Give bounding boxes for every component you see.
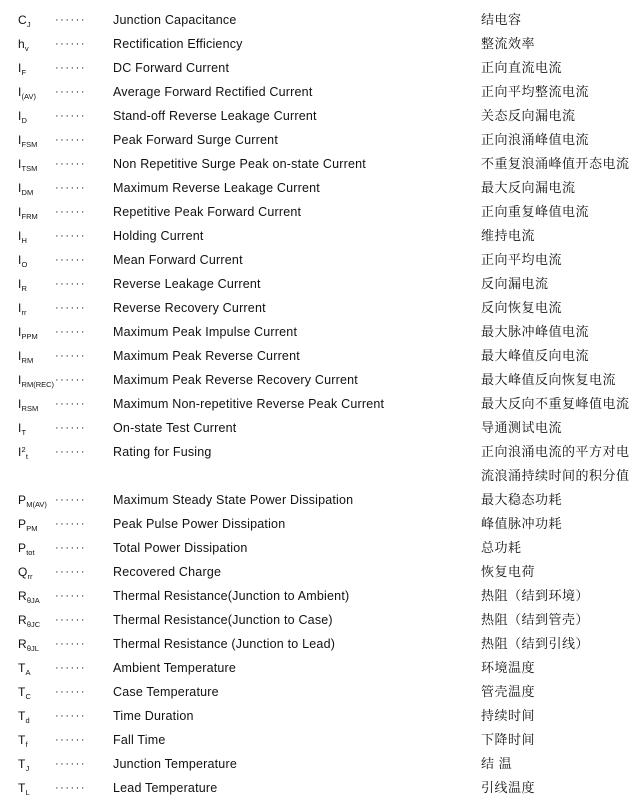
dot-leader: ······ (55, 278, 86, 290)
symbol: $T_f$ (18, 733, 28, 749)
dot-leader: ······ (55, 14, 86, 26)
glossary-row (0, 392, 637, 416)
chinese-term: 最大反向漏电流 (481, 180, 576, 195)
glossary-row (0, 416, 637, 440)
glossary-row (0, 128, 637, 152)
symbol: $I_{RM(REC)}$ (18, 373, 55, 389)
symbol: $R_{\theta JL}$ (18, 637, 39, 653)
english-term: Maximum Peak Reverse Current (113, 349, 300, 363)
symbol: $I_O$ (18, 253, 28, 269)
english-term: Non Repetitive Surge Peak on-state Current (113, 157, 366, 171)
chinese-term: 流浪涌持续时间的积分值 (481, 468, 630, 483)
chinese-term: 正向浪涌峰值电流 (481, 132, 590, 147)
english-term: Maximum Non-repetitive Reverse Peak Current (113, 397, 385, 411)
dot-leader: ······ (55, 182, 86, 194)
dot-leader: ······ (55, 206, 86, 218)
glossary-row (0, 80, 637, 104)
english-term: Maximum Peak Reverse Recovery Current (113, 373, 358, 387)
dot-leader: ······ (55, 638, 86, 650)
dot-leader: ······ (55, 350, 86, 362)
symbol: $C_J$ (18, 13, 31, 29)
glossary-row-continuation (0, 464, 637, 488)
dot-leader: ······ (55, 326, 86, 338)
english-term: On-state Test Current (113, 421, 237, 435)
symbol: $T_J$ (18, 757, 30, 773)
chinese-term: 最大脉冲峰值电流 (481, 324, 590, 339)
symbol: $I_H$ (18, 229, 27, 245)
english-term: Maximum Steady State Power Dissipation (113, 493, 354, 507)
chinese-term: 环境温度 (481, 660, 536, 675)
dot-leader: ······ (55, 446, 86, 458)
glossary-row (0, 344, 637, 368)
glossary-row (0, 728, 637, 752)
symbol: $T_C$ (18, 685, 31, 701)
english-term: Reverse Recovery Current (113, 301, 266, 315)
chinese-term: 最大反向不重复峰值电流 (481, 396, 630, 411)
glossary-row (0, 704, 637, 728)
chinese-term: 维持电流 (481, 228, 536, 243)
chinese-term: 关态反向漏电流 (481, 108, 576, 123)
dot-leader: ······ (55, 686, 86, 698)
glossary-row (0, 680, 637, 704)
english-term: Thermal Resistance (Junction to Lead) (113, 637, 336, 651)
english-term: Time Duration (113, 709, 194, 723)
english-term: Maximum Peak Impulse Current (113, 325, 298, 339)
dot-leader: ······ (55, 398, 86, 410)
chinese-term: 正向重复峰值电流 (481, 204, 590, 219)
symbol: $P_{tot}$ (18, 541, 35, 557)
chinese-term: 正向平均电流 (481, 252, 563, 267)
chinese-term: 热阻（结到管壳） (481, 612, 590, 627)
dot-leader: ······ (55, 302, 86, 314)
glossary-row (0, 104, 637, 128)
symbol: $I_{FRM}$ (18, 205, 38, 221)
english-term: Rectification Efficiency (113, 37, 243, 51)
english-term: Holding Current (113, 229, 204, 243)
dot-leader: ······ (55, 254, 86, 266)
symbol: $T_A$ (18, 661, 31, 677)
dot-leader: ······ (55, 134, 86, 146)
dot-leader: ······ (55, 614, 86, 626)
symbol: $R_{\theta JC}$ (18, 613, 41, 629)
glossary-row (0, 56, 637, 80)
dot-leader: ······ (55, 662, 86, 674)
symbol (18, 464, 55, 488)
chinese-term: 最大峰值反向电流 (481, 348, 590, 363)
glossary-row (0, 776, 637, 800)
glossary-row (0, 224, 637, 248)
chinese-term: 恢复电荷 (481, 564, 536, 579)
symbol: $I_{RSM}$ (18, 397, 39, 413)
chinese-term: 正向平均整流电流 (481, 84, 590, 99)
english-term: Case Temperature (113, 685, 219, 699)
symbol: $I_{RM}$ (18, 349, 34, 365)
dot-leader: ······ (55, 110, 86, 122)
chinese-term: 引线温度 (481, 780, 536, 795)
english-term: Lead Temperature (113, 781, 218, 795)
dot-leader: ······ (55, 374, 86, 386)
chinese-term: 不重复浪涌峰值开态电流 (481, 156, 630, 171)
english-term: Average Forward Rectified Current (113, 85, 313, 99)
symbol: $I_{PPM}$ (18, 325, 38, 341)
dot-leader: ······ (55, 422, 86, 434)
chinese-term: 峰值脉冲功耗 (481, 516, 563, 531)
glossary-row (0, 440, 637, 464)
symbol: $I_D$ (18, 109, 27, 125)
glossary-row (0, 632, 637, 656)
dot-leader: ······ (55, 518, 86, 530)
dot-leader: ······ (55, 590, 86, 602)
chinese-term: 导通测试电流 (481, 420, 563, 435)
glossary-row (0, 488, 637, 512)
chinese-term: 管壳温度 (481, 684, 536, 699)
symbol: $I_{TSM}$ (18, 157, 38, 173)
chinese-term: 正向浪涌电流的平方对电 (481, 444, 630, 459)
chinese-term: 下降时间 (481, 732, 536, 747)
glossary-row (0, 248, 637, 272)
glossary-row (0, 536, 637, 560)
chinese-term: 持续时间 (481, 708, 536, 723)
glossary-row (0, 320, 637, 344)
symbol: $I_{(AV)}$ (18, 85, 36, 101)
glossary-row (0, 560, 637, 584)
chinese-term: 结电容 (481, 12, 522, 27)
dot-leader: ······ (55, 710, 86, 722)
glossary-row (0, 512, 637, 536)
glossary-row (0, 752, 637, 776)
chinese-term: 整流效率 (481, 36, 536, 51)
english-term: Repetitive Peak Forward Current (113, 205, 302, 219)
chinese-term: 总功耗 (481, 540, 522, 555)
chinese-term: 反向恢复电流 (481, 300, 563, 315)
symbol: $T_d$ (18, 709, 30, 725)
english-term: Mean Forward Current (113, 253, 243, 267)
symbol: $I_{DM}$ (18, 181, 34, 197)
glossary-row (0, 296, 637, 320)
english-term: Peak Forward Surge Current (113, 133, 278, 147)
chinese-term: 最大峰值反向恢复电流 (481, 372, 617, 387)
dot-leader: ······ (55, 38, 86, 50)
english-term: Ambient Temperature (113, 661, 237, 675)
symbol: $Q_{rr}$ (18, 565, 33, 581)
glossary-row (0, 8, 637, 32)
chinese-term: 热阻（结到引线） (481, 636, 590, 651)
dot-leader: ······ (55, 734, 86, 746)
english-term: Stand-off Reverse Leakage Current (113, 109, 317, 123)
dot-leader: ······ (55, 62, 86, 74)
symbol: $I_R$ (18, 277, 27, 293)
glossary-row (0, 272, 637, 296)
symbol: $I^2_t$ (18, 445, 29, 461)
symbol: $I_{FSM}$ (18, 133, 38, 149)
glossary-row (0, 608, 637, 632)
glossary-row (0, 176, 637, 200)
glossary-row (0, 152, 637, 176)
english-term: Reverse Leakage Current (113, 277, 261, 291)
english-term: Fall Time (113, 733, 166, 747)
english-term: Junction Capacitance (113, 13, 237, 27)
dot-leader: ······ (55, 542, 86, 554)
english-term: Total Power Dissipation (113, 541, 248, 555)
glossary-row (0, 656, 637, 680)
dot-leader: ······ (55, 758, 86, 770)
english-term: Recovered Charge (113, 565, 222, 579)
english-term: Peak Pulse Power Dissipation (113, 517, 286, 531)
dot-leader: ······ (55, 230, 86, 242)
dot-leader: ······ (55, 566, 86, 578)
dot-leader: ······ (55, 782, 86, 794)
dot-leader (55, 464, 113, 488)
chinese-term: 最大稳态功耗 (481, 492, 563, 507)
symbol: $T_L$ (18, 781, 30, 797)
symbol: $I_F$ (18, 61, 27, 77)
chinese-term: 反向漏电流 (481, 276, 549, 291)
symbol: $P_{M(AV)}$ (18, 493, 47, 509)
dot-leader: ······ (55, 494, 86, 506)
symbol: $h_v$ (18, 37, 29, 53)
chinese-term: 热阻（结到环境） (481, 588, 590, 603)
english-term: Rating for Fusing (113, 445, 212, 459)
english-term: Thermal Resistance(Junction to Case) (113, 613, 333, 627)
symbol: $I_{rr}$ (18, 301, 27, 317)
english-term (113, 464, 481, 488)
english-term: Maximum Reverse Leakage Current (113, 181, 320, 195)
english-term: Junction Temperature (113, 757, 237, 771)
symbol: $I_T$ (18, 421, 27, 437)
chinese-term: 结 温 (481, 756, 513, 771)
dot-leader: ······ (55, 158, 86, 170)
glossary-row (0, 368, 637, 392)
chinese-term: 正向直流电流 (481, 60, 563, 75)
symbol: $P_{PM}$ (18, 517, 38, 533)
glossary-row (0, 32, 637, 56)
symbol: $R_{\theta JA}$ (18, 589, 40, 605)
glossary-row (0, 200, 637, 224)
glossary-row (0, 584, 637, 608)
english-term: DC Forward Current (113, 61, 230, 75)
dot-leader: ······ (55, 86, 86, 98)
english-term: Thermal Resistance(Junction to Ambient) (113, 589, 350, 603)
